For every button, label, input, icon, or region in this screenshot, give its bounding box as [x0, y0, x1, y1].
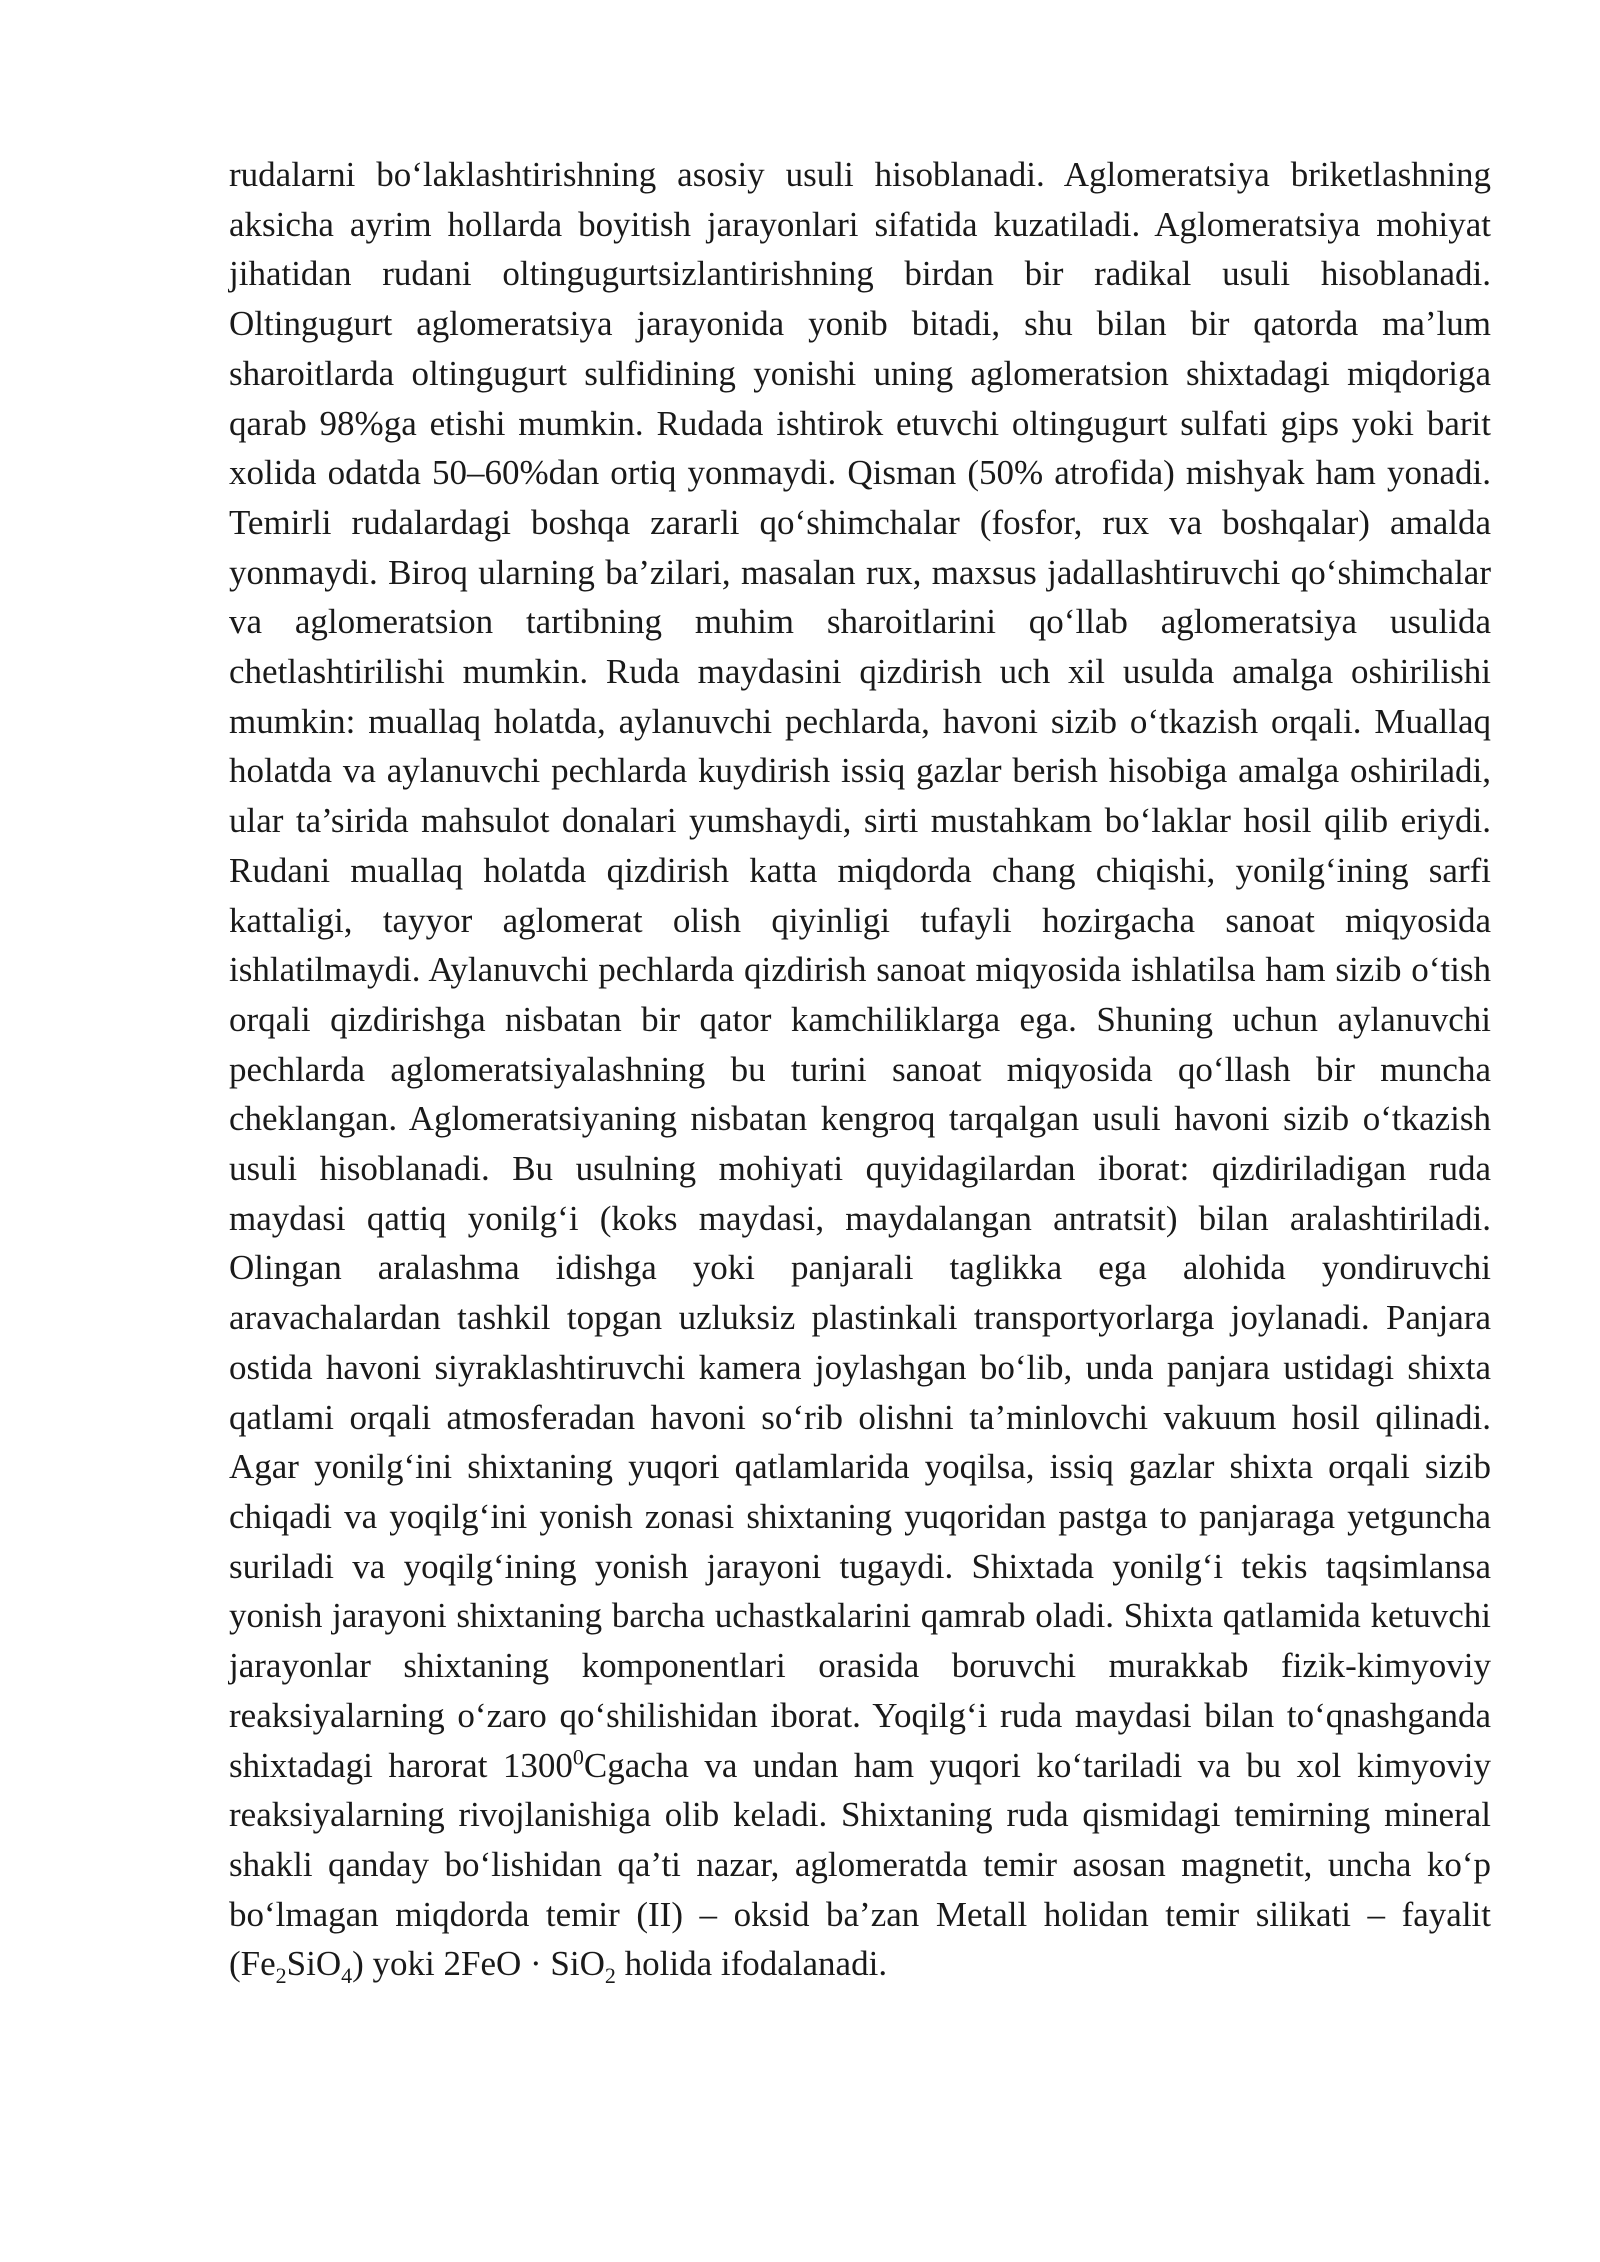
- subscript-o2: 2: [604, 1963, 616, 1989]
- superscript-degree: 0: [572, 1743, 584, 1769]
- subscript-o4: 4: [341, 1963, 353, 1989]
- body-paragraph: [229, 150, 1491, 1989]
- paragraph-text-4: ) yoki 2FeO · SiO: [352, 1944, 605, 1984]
- paragraph-text-1: rudalarni bo‘laklashtirishning asosiy usuli hisoblanadi. Aglomeratsiya briketlashning aksicha ayrim hollarda boyitish jarayonlari sifatida kuzatiladi. Aglomeratsiya mohiyat jihatidan rudani oltingugurtsizlantirishning birdan bir radikal usuli hisoblanadi. Oltingugurt aglomeratsiya jarayonida yonib bitadi, shu bilan bir qatorda ma’lum sharoitlarda oltingugurt sulfidining yonishi uning aglomeratsion shixtadagi miqdoriga qarab 98%ga etishi mumkin. Rudada ishtirok etuvchi oltingugurt sulfati gips yoki barit xolida odatda 50–60%dan ortiq yonmaydi. Qisman (50% atrofida) mishyak ham yonadi. Temirli rudalardagi boshqa zararli qo‘shimchalar (fosfor, rux va boshqalar) amalda yonmaydi. Biroq ularning ba’zilari, masalan rux, maxsus jadallashtiruvchi qo‘shimchalar va aglomeratsion tartibning muhim sharoitlarini qo‘llab aglomeratsiya usulida chetlashtirilishi mumkin. Ruda maydasini qizdirish uch xil usulda amalga oshirilishi mumkin: muallaq holatda, aylanuvchi pechlarda, havoni sizib o‘tkazish orqali. Muallaq holatda va aylanuvchi pechlarda kuydirish issiq gazlar berish hisobiga amalga oshiriladi, ular ta’sirida mahsulot donalari yumshaydi, sirti mustahkam bo‘laklar hosil qilib eriydi. Rudani muallaq holatda qizdirish katta miqdorda chang chiqishi, yonilg‘ining sarfi kattaligi, tayyor aglomerat olish qiyinligi tufayli hozirgacha sanoat miqyosida ishlatilmaydi. Aylanuvchi pechlarda qizdirish sanoat miqyosida ishlatilsa ham sizib o‘tish orqali qizdirishga nisbatan bir qator kamchiliklarga ega. Shuning uchun aylanuvchi pechlarda aglomeratsiyalashning bu turini sanoat miqyosida qo‘llash bir muncha cheklangan. Aglomeratsiyaning nisbatan kengroq tarqalgan usuli havoni sizib o‘tkazish usuli hisoblanadi. Bu usulning mohiyati quyidagilardan iborat: qizdiriladigan ruda maydasi qattiq yonilg‘i (koks maydasi, maydalangan antratsit) bilan aralashtiriladi. Olingan aralashma idishga yoki panjarali taglikka ega alohida yondiruvchi aravachalardan tashkil topgan uzluksiz plastinkali transportyorlarga joylanadi. Panjara ostida havoni siyraklashtiruvchi kamera joylashgan bo‘lib, unda panjara ustidagi shixta qatlami orqali atmosferadan havoni so‘rib olishni ta’minlovchi vakuum hosil qilinadi. Agar yonilg‘ini shixtaning yuqori qatlamlarida yoqilsa, issiq gazlar shixta orqali sizib chiqadi va yoqilg‘ini yonish zonasi shixtaning yuqoridan pastga to panjaraga yetguncha suriladi va yoqilg‘ining yonish jarayoni tugaydi. Shixtada yonilg‘i tekis taqsimlansa yonish jarayoni shixtaning barcha uchastkalarini qamrab oladi. Shixta qatlamida ketuvchi jarayonlar shixtaning komponentlari orasida boruvchi murakkab fizik-kimyoviy reaksiyalarning o‘zaro qo‘shilishidan iborat. Yoqilg‘i ruda maydasi bilan to‘qnashganda shixtadagi harorat 1300: [229, 155, 1491, 1785]
- paragraph-text-5: holida ifodalanadi.: [615, 1944, 888, 1984]
- paragraph-text-2: Cgacha va undan ham yuqori ko‘tariladi va bu xol kimyoviy reaksiyalarning rivojlanishiga olib keladi. Shixtaning ruda qismidagi temirning mineral shakli qanday bo‘lishidan qa’ti nazar, aglomeratda temir asosan magnetit, uncha ko‘p bo‘lmagan miqdorda temir (II) – oksid ba’zan Metall holidan temir silikati – fayalit (Fe: [229, 1745, 1491, 1984]
- paragraph-text-3: SiO: [286, 1944, 342, 1984]
- subscript-fe: 2: [275, 1963, 287, 1989]
